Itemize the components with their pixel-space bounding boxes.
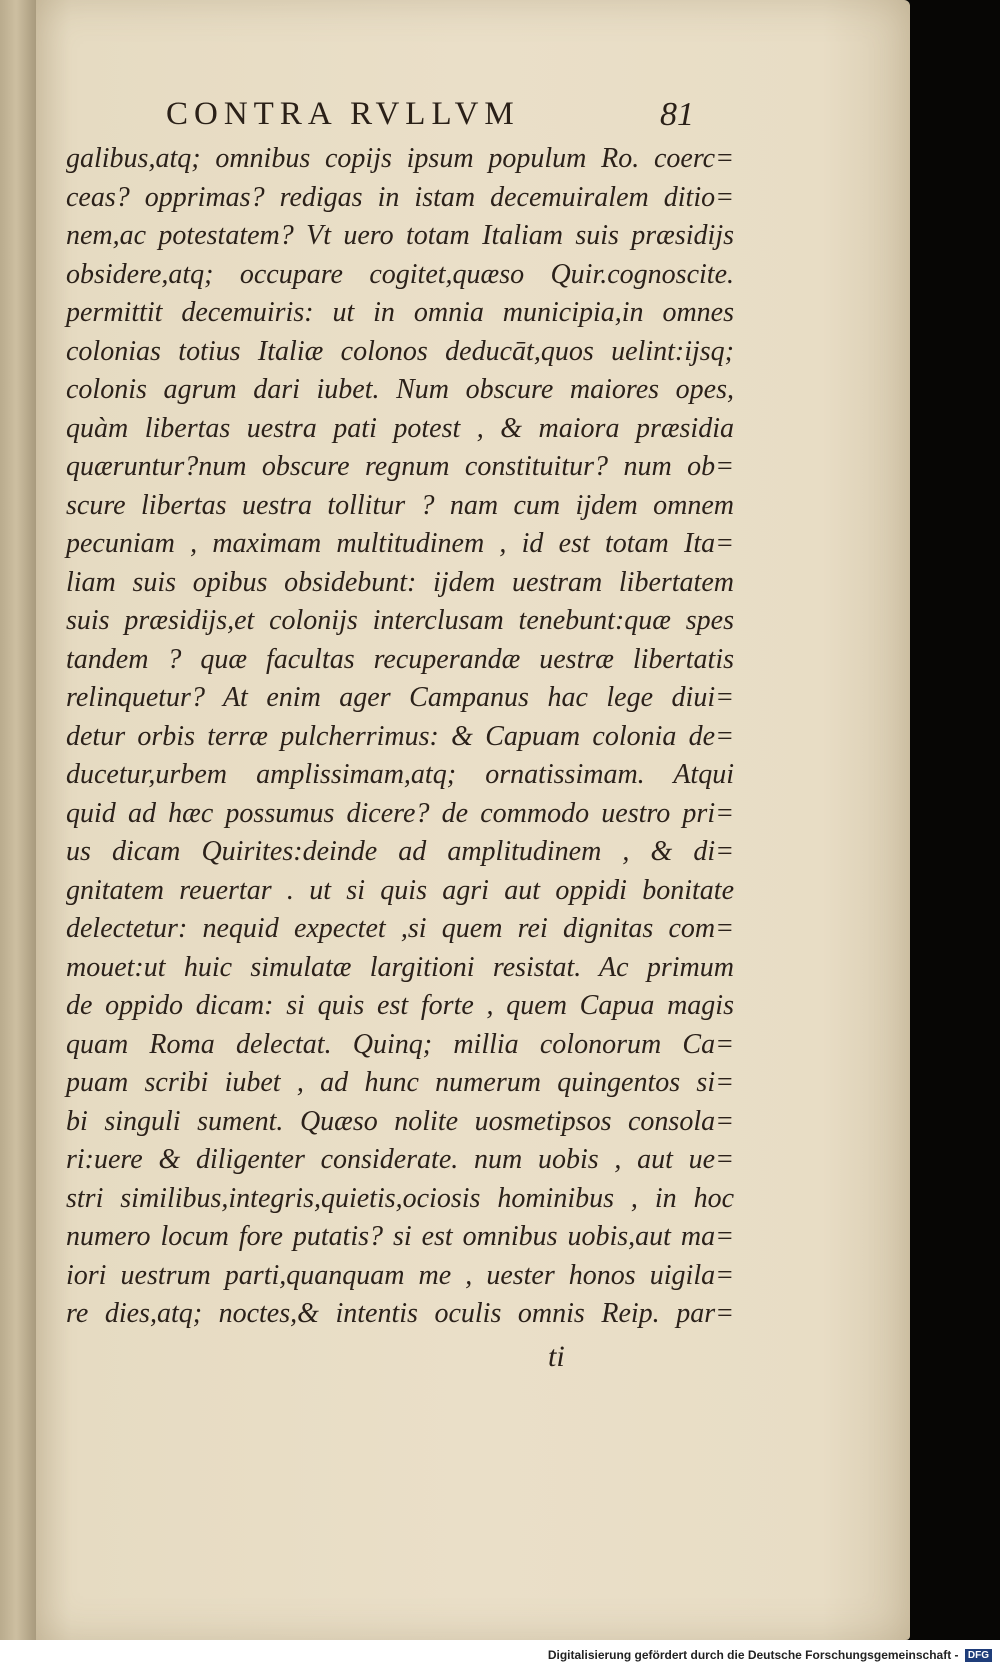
text-line: quid ad hæc possumus dicere? de commodo uestro pri= [66,797,734,829]
text-line: de oppido dicam: si quis est forte , quem Capua magis [66,990,734,1021]
text-line: iori uestrum parti,quanquam me , uester honos uigila= [66,1259,734,1291]
text-line: ri:uere & diligenter considerate. num uobis , aut ue= [66,1144,734,1175]
text-line: detur orbis terræ pulcherrimus: & Capuam colonia de= [66,720,734,752]
text-line: ducetur,urbem amplissimam,atq; ornatissimam. Atqui [66,759,734,790]
text-line: galibus,atq; omnibus copijs ipsum populum Ro. coerc= [66,143,734,174]
text-line: puam scribi iubet , ad hunc numerum quingentos si= [66,1067,734,1098]
text-line: numero locum fore putatis? si est omnibus uobis,aut ma= [66,1221,734,1252]
digitization-credit [0,1648,992,1662]
text-line: pecuniam , maximam multitudinem , id est totam Ita= [66,528,734,559]
text-line: quæruntur?num obscure regnum constituitur? num ob= [66,451,734,482]
text-line: quàm libertas uestra pati potest , & maiora præsidia [66,412,734,444]
text-line: colonis agrum dari iubet. Num obscure maiores opes, [66,374,734,405]
text-line: bi singuli sument. Quæso nolite uosmetipsos consola= [66,1105,734,1137]
text-line: re dies,atq; noctes,& intentis oculis omnis Reip. par= [66,1298,734,1329]
text-line: obsidere,atq; occupare cogitet,quæso Quir.cognoscite. [66,258,734,290]
previous-page-edge [0,0,36,1640]
text-line: suis præsidijs,et colonijs interclusam tenebunt:quæ spes [66,605,734,636]
text-line: quam Roma delectat. Quinq; millia colonorum Ca= [66,1028,734,1060]
dfg-logo: DFG [965,1649,992,1662]
page-number: 81 [660,96,694,133]
text-line: liam suis opibus obsidebunt: ijdem uestram libertatem [66,566,734,598]
text-line: relinquetur? At enim ager Campanus hac lege diui= [66,682,734,713]
text-line: nem,ac potestatem? Vt uero totam Italiam suis præsidijs [66,220,734,251]
book-page [36,0,910,1640]
text-line: us dicam Quirites:deinde ad amplitudinem , & di= [66,836,734,867]
text-line: stri similibus,integris,quietis,ociosis hominibus , in hoc [66,1182,734,1214]
text-line: colonias totius Italiæ colonos deducāt,quos uelint:ijsq; [66,335,734,367]
text-line: delectetur: nequid expectet ,si quem rei dignitas com= [66,913,734,944]
catchword: ti [548,1340,565,1373]
credit-text: Digitalisierung gefördert durch die Deutsche Forschungsgemeinschaft - [547,1648,959,1662]
running-title: CONTRA RVLLVM [166,96,520,132]
text-line: tandem ? quæ facultas recuperandæ uestræ libertatis [66,643,734,675]
text-line: permittit decemuiris: ut in omnia municipia,in omnes [66,297,734,328]
text-line: gnitatem reuertar . ut si quis agri aut oppidi bonitate [66,874,734,906]
text-line: scure libertas uestra tollitur ? nam cum ijdem omnem [66,489,734,521]
text-line: mouet:ut huic simulatæ largitioni resistat. Ac primum [66,951,734,983]
body-text [66,140,734,1334]
text-line: ceas? opprimas? redigas in istam decemuiralem ditio= [66,181,734,213]
